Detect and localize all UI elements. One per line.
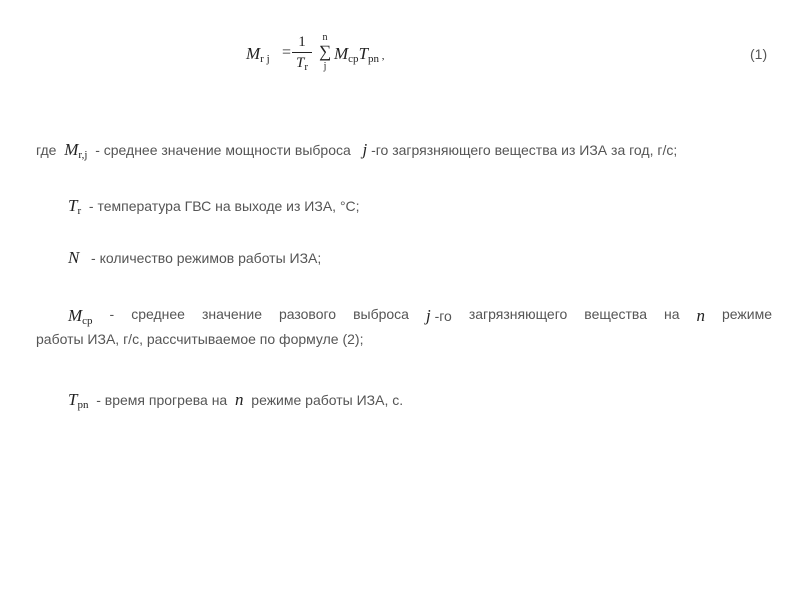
word: значение (201, 306, 262, 322)
formula-lhs (246, 44, 270, 64)
definition-text: - количество режимов работы ИЗА; (91, 250, 322, 266)
fraction (292, 34, 312, 72)
equals-sign: = (282, 44, 292, 61)
symbol-n: n (235, 390, 244, 409)
definition-4-line-2 (36, 331, 363, 347)
definition-symbol (36, 306, 93, 326)
subscript: cp (82, 315, 93, 327)
definition-text: работы ИЗА, г/с, рассчитываемое по формуле (2); (36, 331, 364, 347)
definition-1 (36, 140, 677, 160)
word: среднее (131, 306, 185, 322)
definition-3 (68, 248, 321, 268)
symbol-T: T (358, 44, 369, 63)
word: режиме (721, 306, 772, 322)
fraction-bar (292, 52, 312, 53)
symbol-T: T (295, 55, 305, 71)
word: на (663, 306, 680, 322)
formula-1 (246, 32, 406, 82)
word: разового (278, 306, 337, 322)
subscript: r j (260, 53, 270, 65)
symbol-M: M (334, 44, 349, 63)
symbol-j: j (425, 306, 431, 325)
definition-text: режиме работы ИЗА, с. (251, 392, 404, 408)
subscript: pn (368, 53, 380, 65)
subscript: r (77, 205, 82, 217)
symbol-T: T (68, 196, 78, 215)
symbol-n: n (696, 306, 705, 325)
definition-prefix: где (36, 142, 57, 158)
symbol-N: N (68, 248, 80, 267)
word: загрязняющего (468, 306, 568, 322)
subscript: cp (348, 53, 359, 65)
equation-number: (1) (750, 46, 768, 62)
definition-5 (68, 390, 403, 410)
definition-4-line-1 (36, 306, 772, 326)
fraction-denominator (292, 54, 312, 72)
fraction-numerator: 1 (298, 34, 306, 50)
definition-text: -го загрязняющего вещества из ИЗА за год, г/с; (371, 142, 678, 158)
sigma-icon: ∑ (318, 42, 332, 61)
word-group (426, 306, 452, 326)
symbol-M: M (68, 306, 83, 325)
sum-upper-limit: n (322, 32, 328, 43)
symbol-T: T (68, 390, 78, 409)
subscript: r (304, 61, 308, 73)
definition-text: - время прогрева на (96, 392, 228, 408)
sum-lower-limit: j (323, 61, 327, 72)
subscript: r,j (78, 149, 88, 161)
word: вещества (584, 306, 647, 322)
definition-text: - температура ГВС на выходе из ИЗА, °С; (88, 198, 360, 214)
definition-text: - среднее значение мощности выброса (95, 142, 351, 158)
formula-rhs (334, 44, 385, 64)
word: -го (434, 308, 452, 324)
word: - (109, 306, 115, 322)
summation (318, 32, 332, 72)
word: выброса (353, 306, 409, 322)
symbol-j: j (362, 140, 368, 159)
symbol-M: M (64, 140, 79, 159)
subscript: pn (77, 399, 89, 411)
symbol-M: M (246, 44, 261, 63)
formula-comma: , (379, 50, 385, 62)
definition-2 (68, 196, 360, 216)
